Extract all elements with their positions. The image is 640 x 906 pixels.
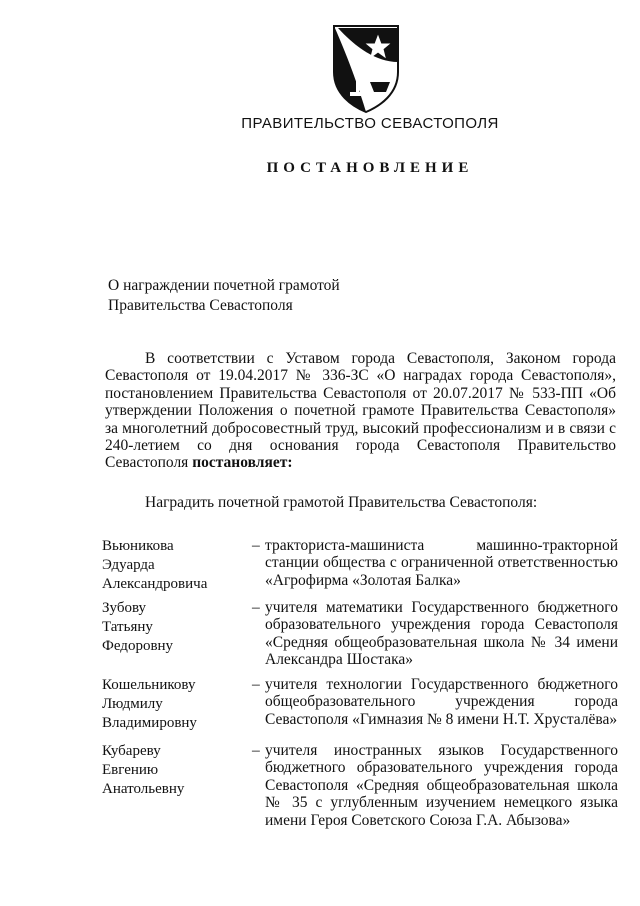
recipient-name <box>102 742 242 799</box>
dash-separator: – <box>252 599 260 616</box>
subject-line: О награждении почетной грамотой <box>108 277 340 294</box>
dash-separator: – <box>252 537 260 554</box>
recipient-patronymic: Федоровну <box>102 638 174 654</box>
recipient-first-name: Евгению <box>102 762 159 778</box>
recipient-surname: Кошельникову <box>102 677 196 693</box>
recipient-first-name: Татьяну <box>102 619 153 635</box>
sevastopol-coat-of-arms-icon <box>330 22 402 114</box>
dash-separator: – <box>252 676 260 693</box>
recipient-patronymic: Анатольевну <box>102 781 185 797</box>
recipient-description: учителя технологии Государственного бюджетного общеобразовательного учреждения города Севастополя «Гимназия № 8 имени Н.Т. Хрусталёва» <box>265 676 618 728</box>
recipient-patronymic: Владимировну <box>102 715 197 731</box>
subject-line: Правительства Севастополя <box>108 297 293 314</box>
recipient-name <box>102 599 242 656</box>
dash-separator: – <box>252 742 260 759</box>
recipient-name <box>102 676 242 733</box>
recipient-name <box>102 537 242 594</box>
document-subject <box>108 276 340 316</box>
recipient-surname: Кубареву <box>102 743 161 759</box>
decree-word: постановляет: <box>192 454 293 472</box>
award-intro: Наградить почетной грамотой Правительства Севастополя: <box>145 494 538 511</box>
preamble-text: В соответствии с Уставом города Севастополя, Законом города Севастополя от 19.04.2017 № 336-ЗС «О наградах города Севастополя», постановлением Правительства Севастополя от 20.07.2017 № 533-ПП «Об утверждении Положения о почетной грамоте Правительства Севастополя» за многолетний добросовестный труд, высокий профессионализм и в связи с 240-летием со дня основания города Севастополя Правительство Севастополя <box>105 350 616 472</box>
recipient-patronymic: Александровича <box>102 576 208 592</box>
preamble-paragraph <box>105 350 616 472</box>
government-title: ПРАВИТЕЛЬСТВО СЕВАСТОПОЛЯ <box>241 115 499 132</box>
recipient-description: учителя иностранных языков Государственного бюджетного образовательного учреждения города Севастополя «Средняя общеобразовательная школа № 35 с углубленным изучением немецкого языка имени Героя Советского Союза Г.А. Абызова» <box>265 742 618 829</box>
recipient-surname: Вьюникова <box>102 538 174 554</box>
recipient-first-name: Людмилу <box>102 696 163 712</box>
document-type-title: ПОСТАНОВЛЕНИЕ <box>266 160 474 176</box>
recipient-description: тракториста-машиниста машинно-тракторной станции общества с ограниченной ответственностью «Агрофирма «Золотая Балка» <box>265 537 618 589</box>
recipient-description: учителя математики Государственного бюджетного образовательного учреждения города Севастополя «Средняя общеобразовательная школа № 34 имени Александра Шостака» <box>265 599 618 669</box>
recipient-surname: Зубову <box>102 600 147 616</box>
recipient-first-name: Эдуарда <box>102 557 155 573</box>
